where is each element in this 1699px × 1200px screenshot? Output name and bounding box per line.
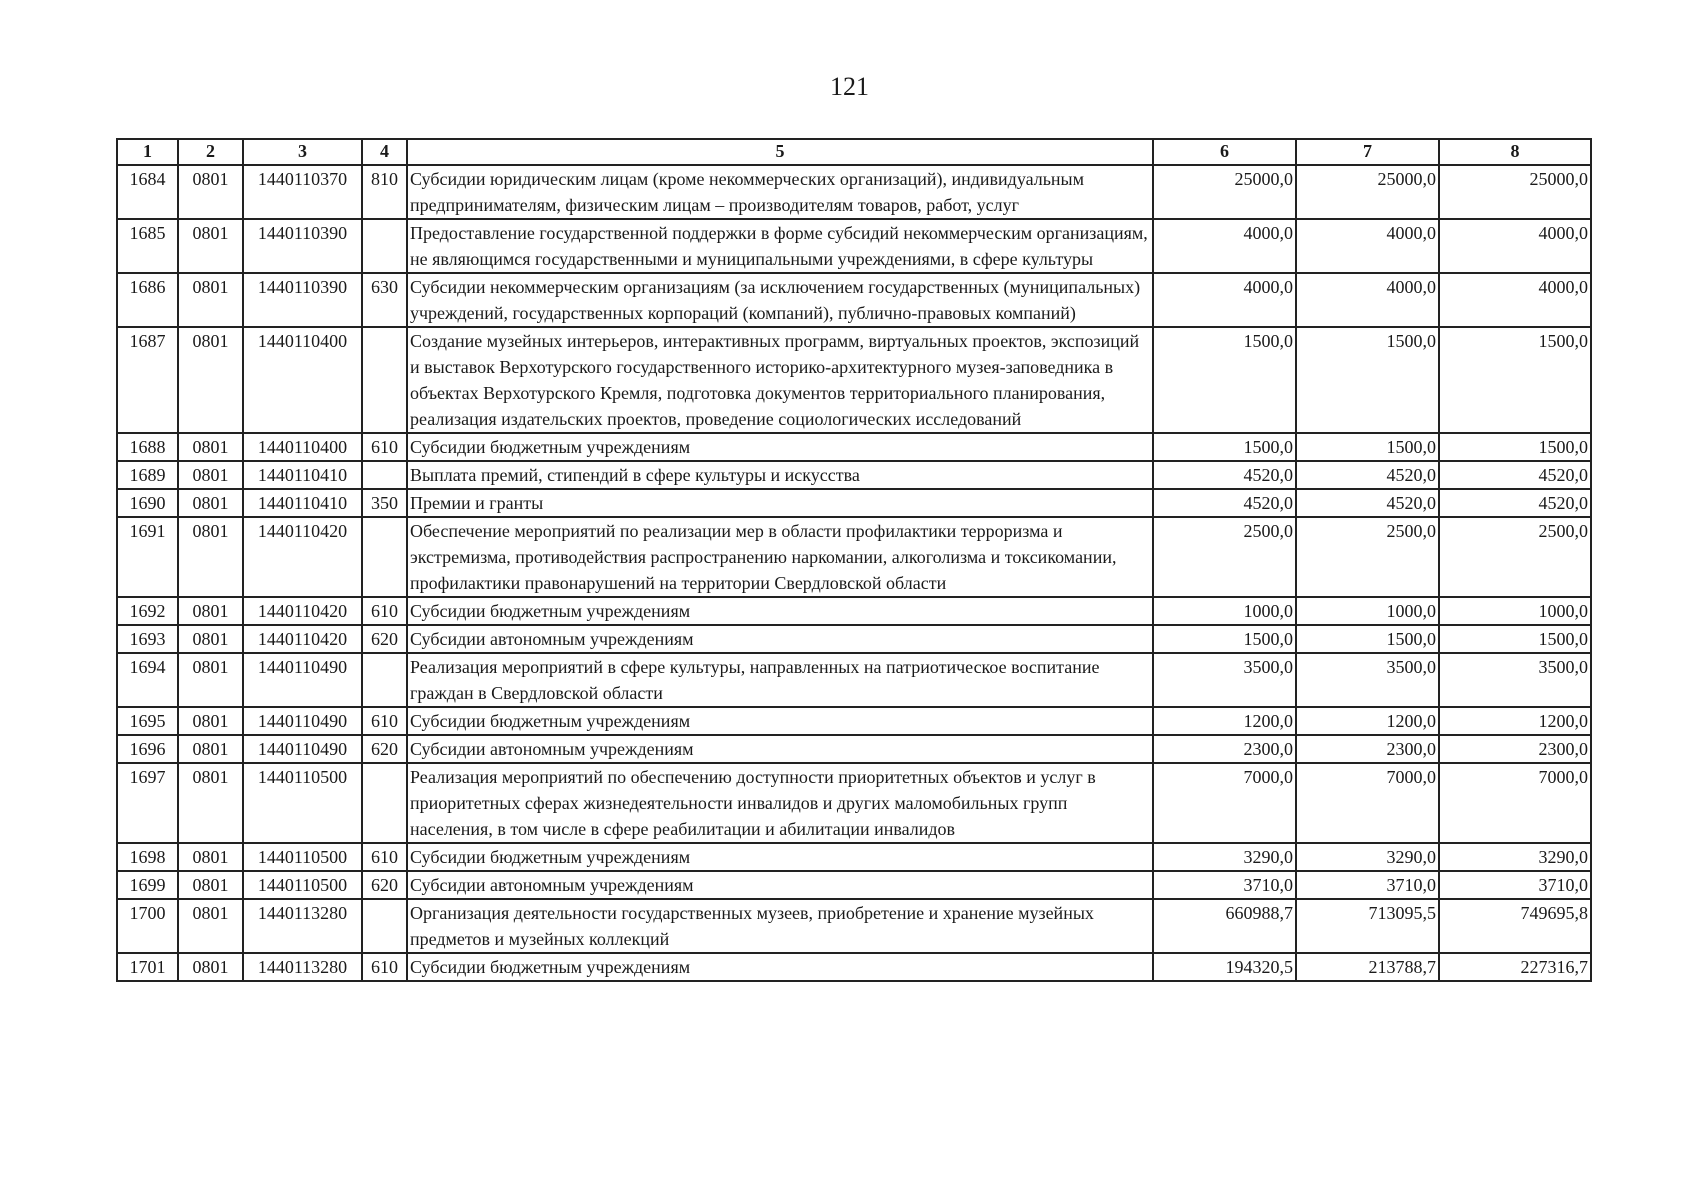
amount-column-7: 1500,0 — [1296, 625, 1439, 653]
section-code: 0801 — [178, 653, 243, 707]
row-number: 1697 — [117, 763, 178, 843]
row-description: Субсидии бюджетным учреждениям — [407, 707, 1153, 735]
target-article-code: 1440110390 — [243, 273, 362, 327]
expense-type-code — [362, 517, 407, 597]
target-article-code: 1440110490 — [243, 735, 362, 763]
expense-type-code: 620 — [362, 625, 407, 653]
row-description: Субсидии автономным учреждениям — [407, 625, 1153, 653]
row-description: Реализация мероприятий по обеспечению доступности приоритетных объектов и услуг в приоритетных сферах жизнедеятельности инвалидов и других маломобильных групп населения, в том числе в сфере реабилитации и абилитации инвалидов — [407, 763, 1153, 843]
amount-column-7: 7000,0 — [1296, 763, 1439, 843]
amount-column-7: 3500,0 — [1296, 653, 1439, 707]
amount-column-6: 1500,0 — [1153, 433, 1296, 461]
amount-column-8: 1500,0 — [1439, 433, 1591, 461]
target-article-code: 1440110400 — [243, 327, 362, 433]
table-body — [117, 165, 1591, 981]
expense-type-code: 620 — [362, 735, 407, 763]
amount-column-7: 25000,0 — [1296, 165, 1439, 219]
target-article-code: 1440110500 — [243, 763, 362, 843]
amount-column-6: 194320,5 — [1153, 953, 1296, 981]
row-number: 1686 — [117, 273, 178, 327]
column-header: 1 — [117, 139, 178, 165]
table-row — [117, 165, 1591, 219]
row-number: 1687 — [117, 327, 178, 433]
page-number: 121 — [830, 72, 869, 101]
table-row — [117, 327, 1591, 433]
amount-column-8: 1000,0 — [1439, 597, 1591, 625]
amount-column-8: 749695,8 — [1439, 899, 1591, 953]
target-article-code: 1440110420 — [243, 517, 362, 597]
target-article-code: 1440110420 — [243, 625, 362, 653]
amount-column-6: 4000,0 — [1153, 273, 1296, 327]
table-row — [117, 653, 1591, 707]
amount-column-6: 1000,0 — [1153, 597, 1296, 625]
row-number: 1691 — [117, 517, 178, 597]
amount-column-8: 2500,0 — [1439, 517, 1591, 597]
section-code: 0801 — [178, 625, 243, 653]
amount-column-6: 3710,0 — [1153, 871, 1296, 899]
row-description: Премии и гранты — [407, 489, 1153, 517]
amount-column-6: 1200,0 — [1153, 707, 1296, 735]
section-code: 0801 — [178, 461, 243, 489]
row-description: Выплата премий, стипендий в сфере культуры и искусства — [407, 461, 1153, 489]
row-description: Предоставление государственной поддержки в форме субсидий некоммерческим организациям, не являющимся государственными и муниципальными учреждениями, в сфере культуры — [407, 219, 1153, 273]
amount-column-7: 4000,0 — [1296, 273, 1439, 327]
amount-column-8: 1500,0 — [1439, 327, 1591, 433]
row-description: Субсидии бюджетным учреждениям — [407, 433, 1153, 461]
amount-column-6: 4000,0 — [1153, 219, 1296, 273]
table-row — [117, 953, 1591, 981]
row-description: Субсидии автономным учреждениям — [407, 735, 1153, 763]
row-number: 1693 — [117, 625, 178, 653]
section-code: 0801 — [178, 899, 243, 953]
amount-column-6: 2500,0 — [1153, 517, 1296, 597]
row-description: Реализация мероприятий в сфере культуры, направленных на патриотическое воспитание граждан в Свердловской области — [407, 653, 1153, 707]
target-article-code: 1440110410 — [243, 461, 362, 489]
expense-type-code — [362, 219, 407, 273]
column-header: 4 — [362, 139, 407, 165]
table-row — [117, 489, 1591, 517]
amount-column-8: 1200,0 — [1439, 707, 1591, 735]
amount-column-8: 3290,0 — [1439, 843, 1591, 871]
row-description: Субсидии бюджетным учреждениям — [407, 843, 1153, 871]
column-header: 5 — [407, 139, 1153, 165]
amount-column-8: 7000,0 — [1439, 763, 1591, 843]
amount-column-7: 1500,0 — [1296, 327, 1439, 433]
section-code: 0801 — [178, 707, 243, 735]
amount-column-7: 1500,0 — [1296, 433, 1439, 461]
amount-column-6: 3500,0 — [1153, 653, 1296, 707]
amount-column-7: 2300,0 — [1296, 735, 1439, 763]
expense-type-code — [362, 327, 407, 433]
section-code: 0801 — [178, 871, 243, 899]
amount-column-7: 213788,7 — [1296, 953, 1439, 981]
column-header: 8 — [1439, 139, 1591, 165]
amount-column-7: 1200,0 — [1296, 707, 1439, 735]
amount-column-8: 227316,7 — [1439, 953, 1591, 981]
expense-type-code: 610 — [362, 707, 407, 735]
row-number: 1684 — [117, 165, 178, 219]
row-number: 1692 — [117, 597, 178, 625]
row-number: 1699 — [117, 871, 178, 899]
row-number: 1700 — [117, 899, 178, 953]
amount-column-6: 2300,0 — [1153, 735, 1296, 763]
row-number: 1701 — [117, 953, 178, 981]
table-row — [117, 843, 1591, 871]
table-row — [117, 273, 1591, 327]
amount-column-7: 4000,0 — [1296, 219, 1439, 273]
table-row — [117, 597, 1591, 625]
amount-column-7: 4520,0 — [1296, 489, 1439, 517]
section-code: 0801 — [178, 165, 243, 219]
section-code: 0801 — [178, 517, 243, 597]
target-article-code: 1440110410 — [243, 489, 362, 517]
row-description: Организация деятельности государственных музеев, приобретение и хранение музейных предметов и музейных коллекций — [407, 899, 1153, 953]
amount-column-8: 4000,0 — [1439, 219, 1591, 273]
section-code: 0801 — [178, 763, 243, 843]
expense-type-code — [362, 653, 407, 707]
budget-table — [116, 138, 1592, 982]
expense-type-code: 610 — [362, 843, 407, 871]
expense-type-code: 810 — [362, 165, 407, 219]
target-article-code: 1440110490 — [243, 707, 362, 735]
row-number: 1694 — [117, 653, 178, 707]
row-number: 1690 — [117, 489, 178, 517]
target-article-code: 1440110500 — [243, 843, 362, 871]
section-code: 0801 — [178, 219, 243, 273]
row-description: Субсидии юридическим лицам (кроме некоммерческих организаций), индивидуальным предпринимателям, физическим лицам – производителям товаров, работ, услуг — [407, 165, 1153, 219]
amount-column-8: 4520,0 — [1439, 489, 1591, 517]
amount-column-7: 2500,0 — [1296, 517, 1439, 597]
section-code: 0801 — [178, 273, 243, 327]
row-number: 1685 — [117, 219, 178, 273]
row-number: 1698 — [117, 843, 178, 871]
amount-column-8: 2300,0 — [1439, 735, 1591, 763]
row-number: 1695 — [117, 707, 178, 735]
amount-column-6: 1500,0 — [1153, 327, 1296, 433]
amount-column-7: 4520,0 — [1296, 461, 1439, 489]
expense-type-code: 610 — [362, 597, 407, 625]
target-article-code: 1440110400 — [243, 433, 362, 461]
target-article-code: 1440113280 — [243, 953, 362, 981]
amount-column-7: 3710,0 — [1296, 871, 1439, 899]
section-code: 0801 — [178, 327, 243, 433]
target-article-code: 1440110500 — [243, 871, 362, 899]
column-header: 6 — [1153, 139, 1296, 165]
table-row — [117, 707, 1591, 735]
amount-column-8: 4520,0 — [1439, 461, 1591, 489]
row-number: 1696 — [117, 735, 178, 763]
expense-type-code: 630 — [362, 273, 407, 327]
column-header: 7 — [1296, 139, 1439, 165]
expense-type-code — [362, 461, 407, 489]
row-description: Субсидии некоммерческим организациям (за исключением государственных (муниципальных) учреждений, государственных корпораций (компаний), публично-правовых компаний) — [407, 273, 1153, 327]
amount-column-6: 3290,0 — [1153, 843, 1296, 871]
amount-column-8: 4000,0 — [1439, 273, 1591, 327]
expense-type-code — [362, 899, 407, 953]
amount-column-6: 7000,0 — [1153, 763, 1296, 843]
row-description: Субсидии автономным учреждениям — [407, 871, 1153, 899]
table-row — [117, 433, 1591, 461]
amount-column-6: 1500,0 — [1153, 625, 1296, 653]
target-article-code: 1440110490 — [243, 653, 362, 707]
target-article-code: 1440110370 — [243, 165, 362, 219]
table-row — [117, 871, 1591, 899]
section-code: 0801 — [178, 843, 243, 871]
amount-column-8: 25000,0 — [1439, 165, 1591, 219]
row-description: Создание музейных интерьеров, интерактивных программ, виртуальных проектов, экспозиций и выставок Верхотурского государственного историко-архитектурного музея-заповедника в объектах Верхотурского Кремля, подготовка документов территориального планирования, реализация издательских проектов, проведение социологических исследований — [407, 327, 1153, 433]
expense-type-code — [362, 763, 407, 843]
table-row — [117, 219, 1591, 273]
amount-column-7: 1000,0 — [1296, 597, 1439, 625]
amount-column-7: 3290,0 — [1296, 843, 1439, 871]
section-code: 0801 — [178, 953, 243, 981]
table-row — [117, 461, 1591, 489]
amount-column-6: 660988,7 — [1153, 899, 1296, 953]
table-row — [117, 899, 1591, 953]
header-row — [117, 139, 1591, 165]
target-article-code: 1440110420 — [243, 597, 362, 625]
amount-column-8: 1500,0 — [1439, 625, 1591, 653]
table-row — [117, 517, 1591, 597]
table-row — [117, 763, 1591, 843]
expense-type-code: 350 — [362, 489, 407, 517]
table-row — [117, 625, 1591, 653]
table-row — [117, 735, 1591, 763]
section-code: 0801 — [178, 489, 243, 517]
column-header: 3 — [243, 139, 362, 165]
amount-column-6: 25000,0 — [1153, 165, 1296, 219]
row-description: Субсидии бюджетным учреждениям — [407, 953, 1153, 981]
row-number: 1688 — [117, 433, 178, 461]
target-article-code: 1440113280 — [243, 899, 362, 953]
section-code: 0801 — [178, 735, 243, 763]
row-description: Обеспечение мероприятий по реализации мер в области профилактики терроризма и экстремизма, противодействия распространению наркомании, алкоголизма и токсикомании, профилактики правонарушений на территории Свердловской области — [407, 517, 1153, 597]
amount-column-6: 4520,0 — [1153, 489, 1296, 517]
amount-column-8: 3500,0 — [1439, 653, 1591, 707]
amount-column-6: 4520,0 — [1153, 461, 1296, 489]
expense-type-code: 620 — [362, 871, 407, 899]
row-number: 1689 — [117, 461, 178, 489]
section-code: 0801 — [178, 433, 243, 461]
amount-column-8: 3710,0 — [1439, 871, 1591, 899]
expense-type-code: 610 — [362, 953, 407, 981]
section-code: 0801 — [178, 597, 243, 625]
row-description: Субсидии бюджетным учреждениям — [407, 597, 1153, 625]
amount-column-7: 713095,5 — [1296, 899, 1439, 953]
column-header: 2 — [178, 139, 243, 165]
expense-type-code: 610 — [362, 433, 407, 461]
target-article-code: 1440110390 — [243, 219, 362, 273]
